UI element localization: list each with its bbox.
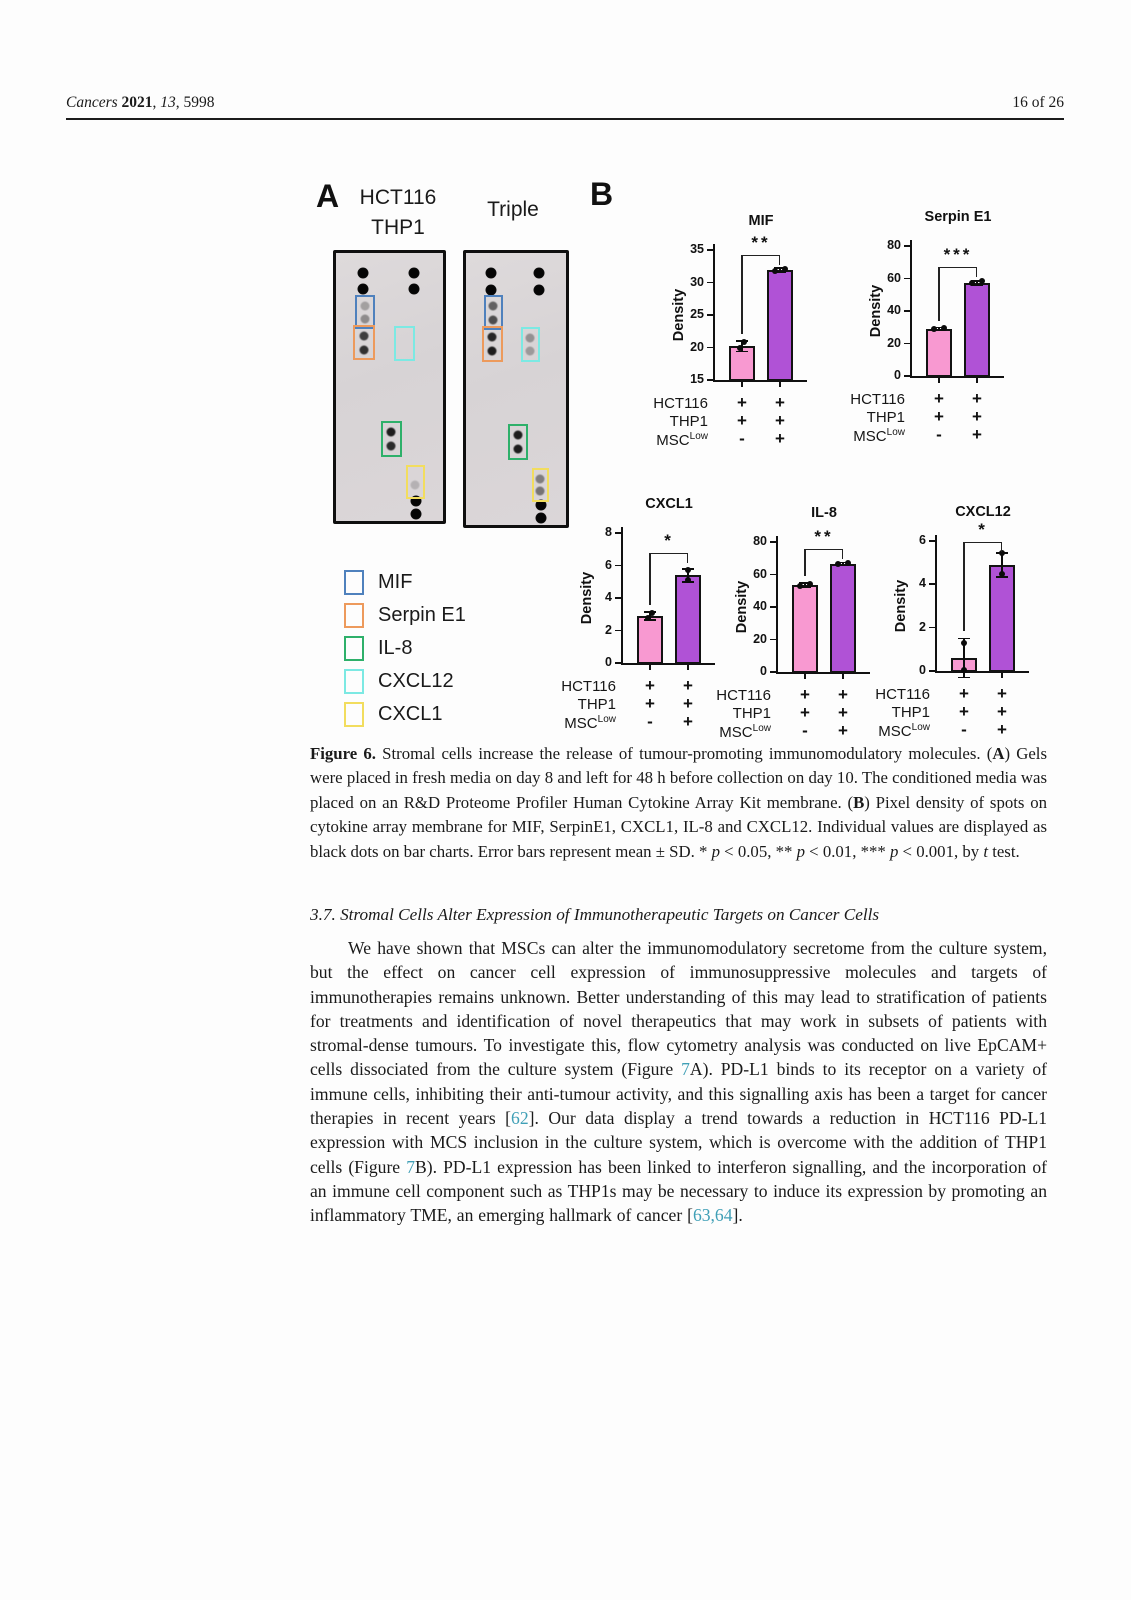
condition-value: - (802, 721, 808, 740)
condition-row-label: THP1 (669, 413, 708, 430)
condition-row-label: THP1 (891, 704, 930, 721)
text-segment: p (796, 841, 805, 861)
citation-link[interactable]: 7 (681, 1059, 690, 1080)
chart-title: MIF (748, 213, 774, 229)
x-tick (804, 674, 806, 679)
condition-value: + (972, 407, 982, 426)
y-tick (929, 540, 935, 542)
bar-triple (964, 283, 990, 377)
sig-bracket-top (742, 255, 780, 256)
bar-triple (989, 565, 1015, 672)
condition-value: + (737, 411, 747, 430)
x-tick (976, 378, 978, 383)
sig-bracket-top (964, 542, 1002, 543)
bar-triple (767, 270, 793, 381)
citation-link[interactable]: 7 (406, 1156, 416, 1177)
y-tick-label: 80 (887, 238, 901, 252)
cytokine-array-membrane-triple (463, 250, 569, 528)
error-cap (958, 677, 970, 679)
header-rule (66, 118, 1064, 120)
chart-title: CXCL1 (645, 496, 693, 512)
chart-cxcl12 (842, 496, 1074, 748)
condition-row-label: $MSC^{Low}$ (853, 427, 905, 445)
page-header (66, 94, 1064, 112)
page-number: 16 of 26 (1012, 94, 1064, 111)
legend-color-box (344, 603, 364, 628)
y-tick-label: 6 (919, 533, 926, 547)
condition-value: + (775, 429, 785, 448)
reference-spot (411, 509, 422, 520)
condition-row-label: $MSC^{Low}$ (656, 431, 708, 449)
reference-spot (534, 268, 545, 279)
sig-bracket-right (976, 267, 977, 277)
y-axis (910, 240, 912, 378)
condition-value: + (775, 393, 785, 412)
condition-value: + (959, 702, 969, 721)
highlight-box-serpin-e1 (353, 325, 375, 361)
y-axis (713, 244, 715, 382)
y-tick (904, 343, 910, 345)
legend-color-box (344, 669, 364, 694)
y-tick-label: 35 (690, 242, 704, 256)
data-point (737, 345, 743, 351)
y-axis-label: Density (671, 288, 687, 342)
text-segment: Cancers (66, 94, 122, 111)
y-tick (615, 532, 621, 534)
panel-b-label: B (590, 176, 614, 212)
text-segment: We have shown that MSCs can alter the immunomodulatory secretome from the culture system, but the effect on cancer cell expression of immunosuppressive molecules and targets of immunotherapies remains unknown. Better understanding of this may lead to stratification of patients for treatments and identification of novel therapeutics that may work in subsets of patients with stromal-dense tumours. To investigate this, flow cytometry analysis was conducted on live EpCAM+ cells dissociated from the culture system (Figure (310, 938, 1047, 1080)
x-tick (649, 665, 651, 670)
y-tick (904, 278, 910, 280)
blot-spot (489, 315, 498, 324)
condition-value: + (645, 694, 655, 713)
membrane-title-triple: Triple (487, 198, 539, 221)
text-segment: B (853, 792, 865, 812)
condition-row-label: $MSC^{Low}$ (564, 714, 616, 732)
condition-value: - (961, 720, 967, 739)
condition-value: + (683, 676, 693, 695)
data-point (772, 268, 778, 274)
legend-item-cxcl12 (344, 665, 466, 698)
condition-value: + (972, 425, 982, 444)
condition-value: + (683, 712, 693, 731)
y-tick-label: 40 (887, 303, 901, 317)
y-tick-label: 2 (605, 622, 612, 637)
y-tick-label: 25 (690, 307, 704, 321)
legend-label: CXCL1 (378, 703, 443, 725)
y-tick (904, 245, 910, 247)
significance-stars: *** (943, 245, 973, 265)
chart-title: CXCL12 (955, 504, 1011, 520)
y-tick-label: 80 (753, 534, 767, 548)
text-segment: A). PD-L1 binds to its receptor on a variety of immune cells, inhibiting their anti-tumour activity, and this signalling axis has been a target for cancer therapies in recent years [ (310, 1059, 1047, 1129)
y-tick (615, 630, 621, 632)
blot-spot (359, 331, 368, 340)
data-point (835, 561, 841, 567)
y-axis-label: Density (893, 579, 909, 633)
y-tick-label: 6 (605, 557, 612, 572)
y-tick (929, 670, 935, 672)
text-segment: ) Pixel density of spots on cytokine array membrane for MIF, SerpinE1, CXCL1, IL-8 and CXCL12. Individual values are displayed as black dots on bar charts. Error bars represent mean ± SD. * (310, 792, 1047, 861)
y-tick-label: 4 (919, 576, 926, 591)
membrane-title-line2: THP1 (371, 216, 425, 239)
significance-stars: * (664, 530, 674, 550)
y-axis (621, 527, 623, 665)
sig-bracket-right (1001, 542, 1002, 552)
legend-item-mif (344, 566, 466, 599)
data-point (961, 667, 967, 673)
legend-color-box (344, 570, 364, 595)
membrane-legend (344, 566, 466, 731)
y-tick-label: 20 (887, 335, 901, 350)
text-segment: B). PD-L1 expression has been linked to interferon signalling, and the incorporation of an immune cell component such as THP1s may be necessary to induce its expression by promoting an inflammatory TME, an emerging hallmark of cancer [ (310, 1156, 1047, 1226)
blot-spot (489, 301, 498, 310)
y-tick (770, 574, 776, 576)
data-point (741, 339, 747, 345)
sig-bracket-top (939, 267, 977, 268)
membrane-title-line1: HCT116 (359, 186, 437, 209)
y-tick (707, 347, 713, 349)
y-tick (707, 379, 713, 381)
condition-value: - (936, 425, 942, 444)
y-tick (904, 375, 910, 377)
text-segment: ]. (732, 1205, 743, 1226)
reference-spot (486, 284, 497, 295)
text-segment: ]. Our data display a trend towards a reduction in HCT116 PD-L1 expression with MCS inclusion in the culture system, which is overcome with the addition of THP1 cells (Figure (310, 1108, 1047, 1177)
sig-bracket-left (741, 255, 742, 334)
x-tick (1001, 673, 1003, 678)
y-tick-label: 8 (605, 525, 612, 539)
reference-spot (486, 268, 497, 279)
cytokine-array-membrane-hct116-thp1 (333, 250, 446, 524)
bar-hct116-thp1 (926, 329, 952, 377)
condition-value: - (739, 429, 745, 448)
data-point (969, 280, 975, 286)
journal-citation (66, 94, 215, 112)
y-tick (707, 314, 713, 316)
body-paragraph (310, 936, 1047, 1228)
y-tick-label: 2 (919, 619, 926, 634)
y-tick (770, 606, 776, 608)
y-tick-label: 4 (605, 590, 612, 604)
y-tick (770, 541, 776, 543)
data-point (807, 581, 813, 587)
condition-row-label: $MSC^{Low}$ (878, 722, 930, 740)
data-point (931, 326, 937, 332)
blot-spot (536, 475, 545, 484)
condition-value: + (838, 703, 848, 722)
condition-row-label: THP1 (577, 696, 616, 713)
data-point (649, 610, 655, 616)
text-segment: < 0.05, ** (719, 841, 797, 861)
y-tick (615, 597, 621, 599)
citation-link[interactable]: 63,64 (692, 1205, 733, 1226)
y-tick-label: 20 (690, 339, 704, 354)
significance-stars: ** (751, 233, 771, 253)
blot-spot (488, 332, 497, 341)
data-point (782, 266, 788, 272)
text-segment: A (992, 744, 1005, 763)
condition-row-label: THP1 (732, 705, 771, 722)
highlight-box-cxcl12 (394, 326, 415, 361)
blot-spot (387, 428, 396, 437)
blot-spot (360, 301, 369, 310)
condition-value: + (775, 411, 785, 430)
y-tick (707, 282, 713, 284)
highlight-box-cxcl1 (406, 465, 424, 499)
significance-stars: ** (814, 526, 834, 546)
data-point (941, 325, 947, 331)
sig-bracket-left (963, 542, 964, 631)
reference-spot (357, 268, 368, 279)
x-tick (741, 382, 743, 387)
citation-link[interactable]: 62 (511, 1108, 529, 1129)
sig-bracket-left (804, 549, 805, 577)
legend-color-box (344, 702, 364, 727)
condition-value: + (737, 393, 747, 412)
blot-spot (513, 444, 522, 453)
x-tick (779, 382, 781, 387)
sig-bracket-right (779, 255, 780, 265)
text-segment: Stromal cells increase the release of tumour-promoting immunomodulatory molecules. ( (382, 744, 993, 763)
reference-spot (357, 284, 368, 295)
condition-value: + (934, 389, 944, 408)
bar-hct116-thp1 (792, 585, 818, 673)
legend-item-serpin-e1 (344, 599, 466, 632)
y-tick-label: 40 (753, 599, 767, 613)
text-segment: t (983, 841, 988, 861)
legend-item-cxcl1 (344, 698, 466, 731)
reference-spot (409, 284, 420, 295)
blot-spot (513, 430, 522, 439)
y-tick-label: 0 (605, 655, 612, 669)
blot-spot (526, 346, 535, 355)
y-axis (935, 535, 937, 673)
data-point (961, 640, 967, 646)
y-tick-label: 60 (753, 566, 767, 581)
condition-value: + (997, 684, 1007, 703)
y-tick-label: 60 (887, 270, 901, 285)
sig-bracket-left (938, 267, 939, 320)
data-point (999, 571, 1005, 577)
text-segment: ) Gels were placed in fresh media on day 8 and left for 48 h before collection on day 10. The conditioned media was placed on an R&D Proteome Profiler Human Cytokine Array Kit membrane. ( (310, 744, 1047, 812)
chart-title: IL-8 (811, 505, 837, 521)
y-tick (707, 249, 713, 251)
text-segment: , 5998 (175, 94, 215, 111)
legend-label: MIF (378, 571, 413, 593)
y-tick (929, 627, 935, 629)
sig-bracket-left (649, 553, 650, 605)
condition-row-label: THP1 (866, 409, 905, 426)
panel-a-label: A (316, 178, 340, 214)
text-segment: Figure 6. (310, 744, 383, 763)
condition-value: + (959, 684, 969, 703)
blot-spot (411, 481, 420, 490)
blot-spot (526, 334, 535, 343)
condition-row-label: HCT116 (561, 678, 616, 695)
condition-value: + (838, 721, 848, 740)
condition-value: + (800, 685, 810, 704)
condition-value: + (997, 720, 1007, 739)
condition-row-label: HCT116 (653, 395, 708, 412)
text-segment: , (152, 94, 161, 111)
y-tick (615, 662, 621, 664)
figure-caption (310, 742, 1047, 864)
legend-color-box (344, 636, 364, 661)
condition-row-label: $MSC^{Low}$ (719, 723, 771, 741)
blot-spot (387, 442, 396, 451)
y-tick-label: 15 (690, 372, 704, 386)
text-segment: p (711, 841, 720, 861)
highlight-box-cxcl12 (521, 327, 541, 362)
data-point (797, 583, 803, 589)
y-tick-label: 0 (919, 663, 926, 677)
significance-stars: * (978, 520, 988, 540)
legend-item-il-8 (344, 632, 466, 665)
chart-title: Serpin E1 (924, 209, 992, 225)
text-segment: < 0.001, by (898, 841, 984, 861)
blot-spot (360, 314, 369, 323)
highlight-box-il-8 (381, 421, 402, 457)
text-segment: < 0.01, *** (804, 841, 890, 861)
chart-serpin-e1 (817, 201, 1049, 453)
y-tick-label: 0 (894, 368, 901, 382)
y-tick (929, 583, 935, 585)
text-segment: test. (988, 841, 1020, 861)
sig-bracket-top (805, 549, 843, 550)
legend-label: CXCL12 (378, 670, 454, 692)
data-point (979, 278, 985, 284)
y-tick (904, 310, 910, 312)
y-axis-label: Density (734, 580, 750, 634)
legend-label: Serpin E1 (378, 604, 466, 626)
condition-value: + (838, 685, 848, 704)
condition-value: + (997, 702, 1007, 721)
condition-row-label: HCT116 (716, 687, 771, 704)
blot-spot (488, 346, 497, 355)
condition-value: + (683, 694, 693, 713)
y-tick (615, 565, 621, 567)
y-tick (770, 639, 776, 641)
y-axis (776, 536, 778, 674)
text-segment: 13 (160, 94, 176, 111)
x-tick (938, 378, 940, 383)
condition-value: + (645, 676, 655, 695)
condition-row-label: HCT116 (875, 686, 930, 703)
y-axis-label: Density (579, 571, 595, 625)
bar-hct116-thp1 (637, 616, 663, 664)
condition-value: + (934, 407, 944, 426)
y-tick-label: 30 (690, 274, 704, 289)
blot-spot (359, 345, 368, 354)
highlight-box-serpin-e1 (482, 326, 503, 362)
y-tick-label: 20 (753, 631, 767, 646)
section-heading: 3.7. Stromal Cells Alter Expression of Immunotherapeutic Targets on Cancer Cells (310, 905, 880, 924)
reference-spot (409, 268, 420, 279)
reference-spot (534, 284, 545, 295)
y-tick-label: 0 (760, 664, 767, 678)
text-segment: p (889, 841, 899, 861)
highlight-box-il-8 (508, 424, 528, 460)
y-axis-label: Density (868, 284, 884, 338)
condition-value: - (647, 712, 653, 731)
condition-value: + (800, 703, 810, 722)
y-tick (770, 671, 776, 673)
condition-row-label: HCT116 (850, 391, 905, 408)
legend-label: IL-8 (378, 637, 413, 659)
condition-value: + (972, 389, 982, 408)
text-segment: 2021 (121, 94, 153, 111)
